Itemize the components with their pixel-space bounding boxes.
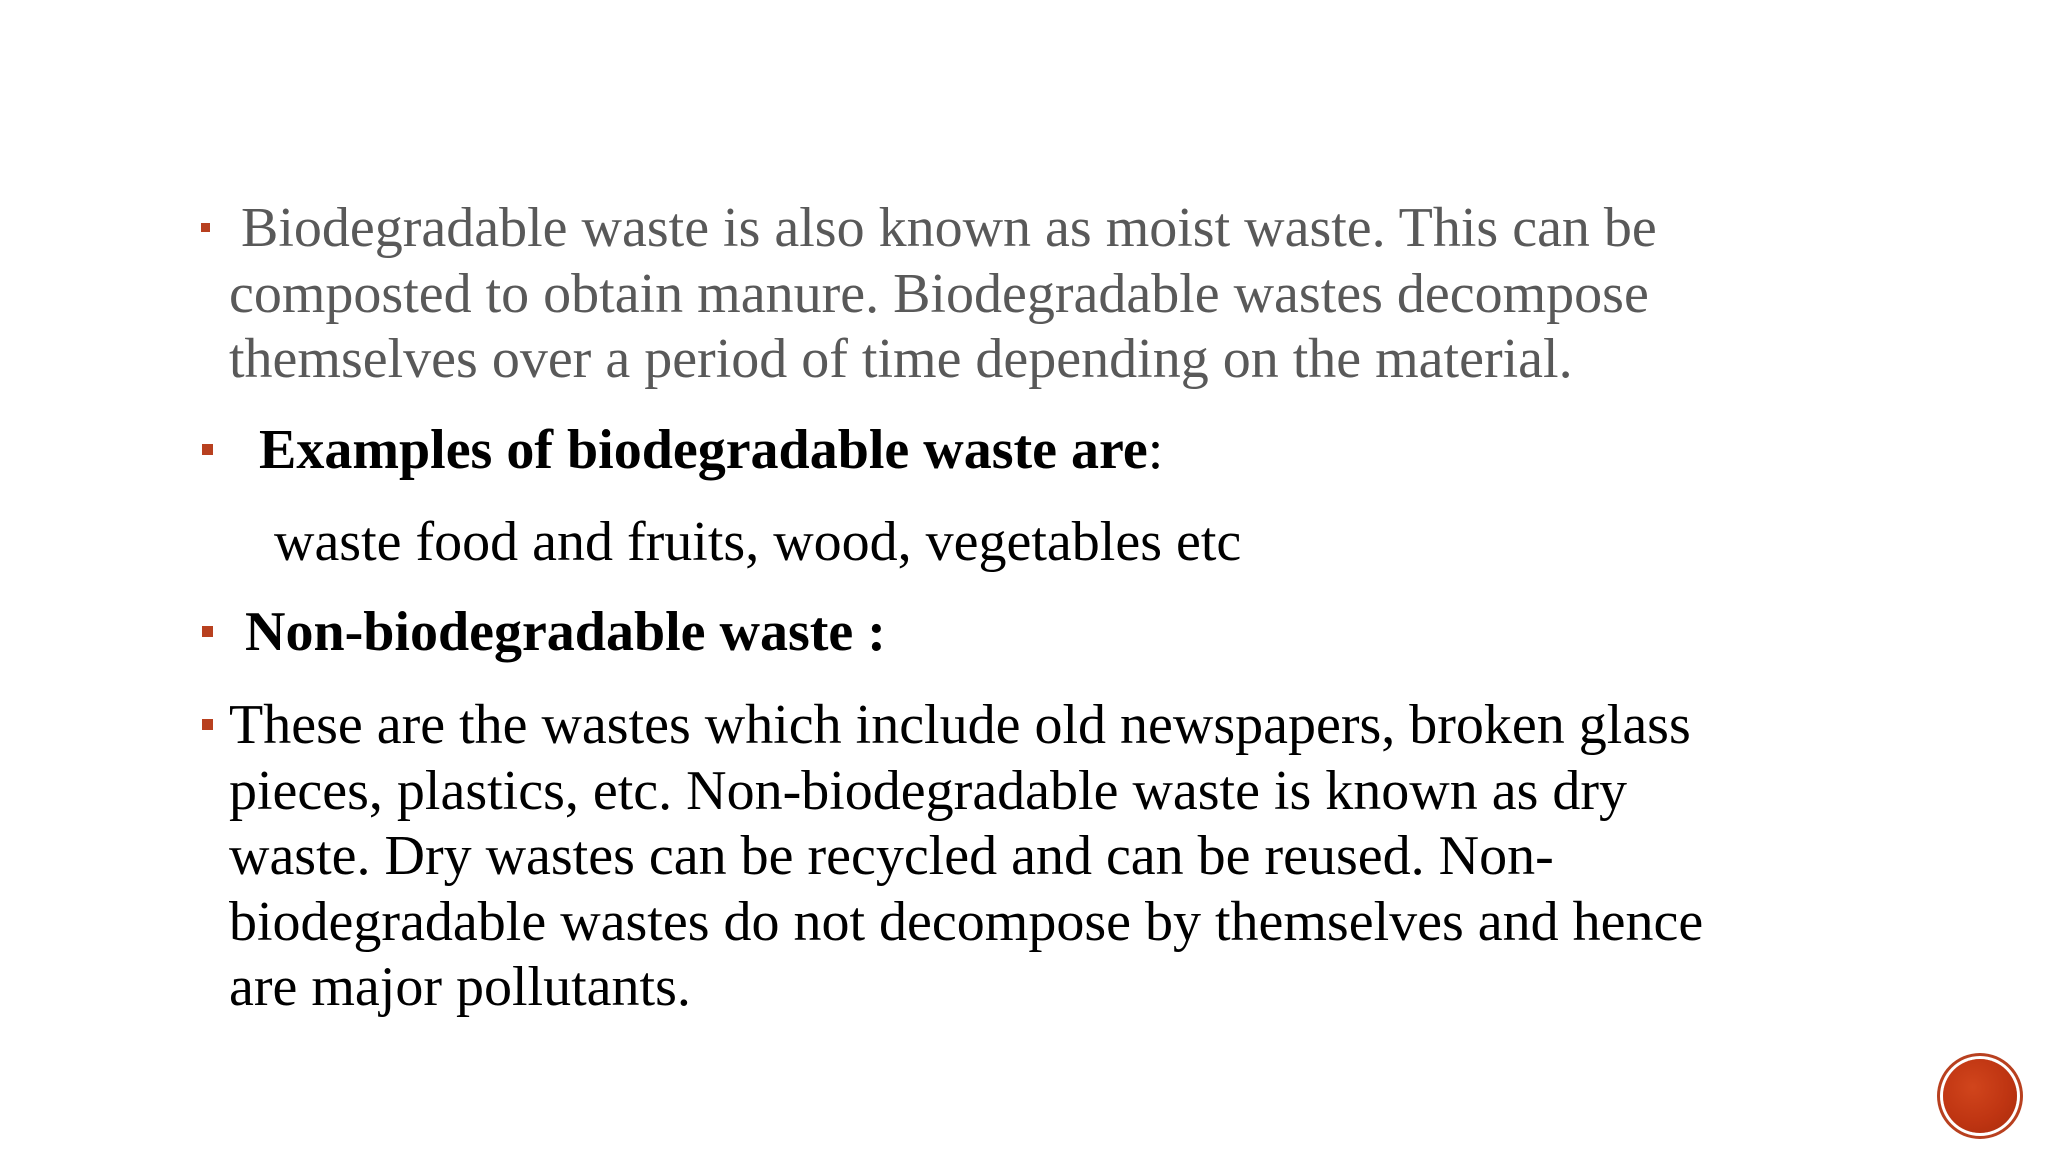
non-biodegradable-description-text (229, 693, 1869, 1021)
examples-heading-bold: Examples of biodegradable waste are (259, 419, 1148, 481)
text-line: pieces, plastics, etc. Non-biodegradable waste is known as dry (229, 759, 1628, 822)
slide-nav-button[interactable] (1943, 1059, 2017, 1133)
text-line: waste. Dry wastes can be recycled and can be reused. Non- (229, 825, 1554, 887)
examples-heading-text (259, 418, 1899, 484)
text-line: Biodegradable waste is also known as moist waste. This can be (241, 197, 1657, 259)
text-line: biodegradable wastes do not decompose by themselves and hence (229, 890, 1704, 953)
text-line: are major pollutants. (229, 956, 691, 1018)
bullet-square-icon (201, 223, 210, 232)
bullet-square-icon (202, 444, 213, 455)
examples-heading-colon: : (1147, 419, 1164, 481)
bullet-square-icon (202, 719, 213, 730)
biodegradable-description-text (229, 196, 1869, 393)
examples-list-text: waste food and fruits, wood, vegetables etc (274, 511, 1242, 573)
bullet-square-icon (202, 626, 213, 637)
text-line: composted to obtain manure. Biodegradable wastes decompose (229, 262, 1649, 325)
non-biodegradable-heading-text: Non-biodegradable waste : (245, 601, 886, 663)
text-line: themselves over a period of time depending on the material. (229, 328, 1573, 390)
text-line: These are the wastes which include old newspapers, broken glass (229, 694, 1691, 756)
